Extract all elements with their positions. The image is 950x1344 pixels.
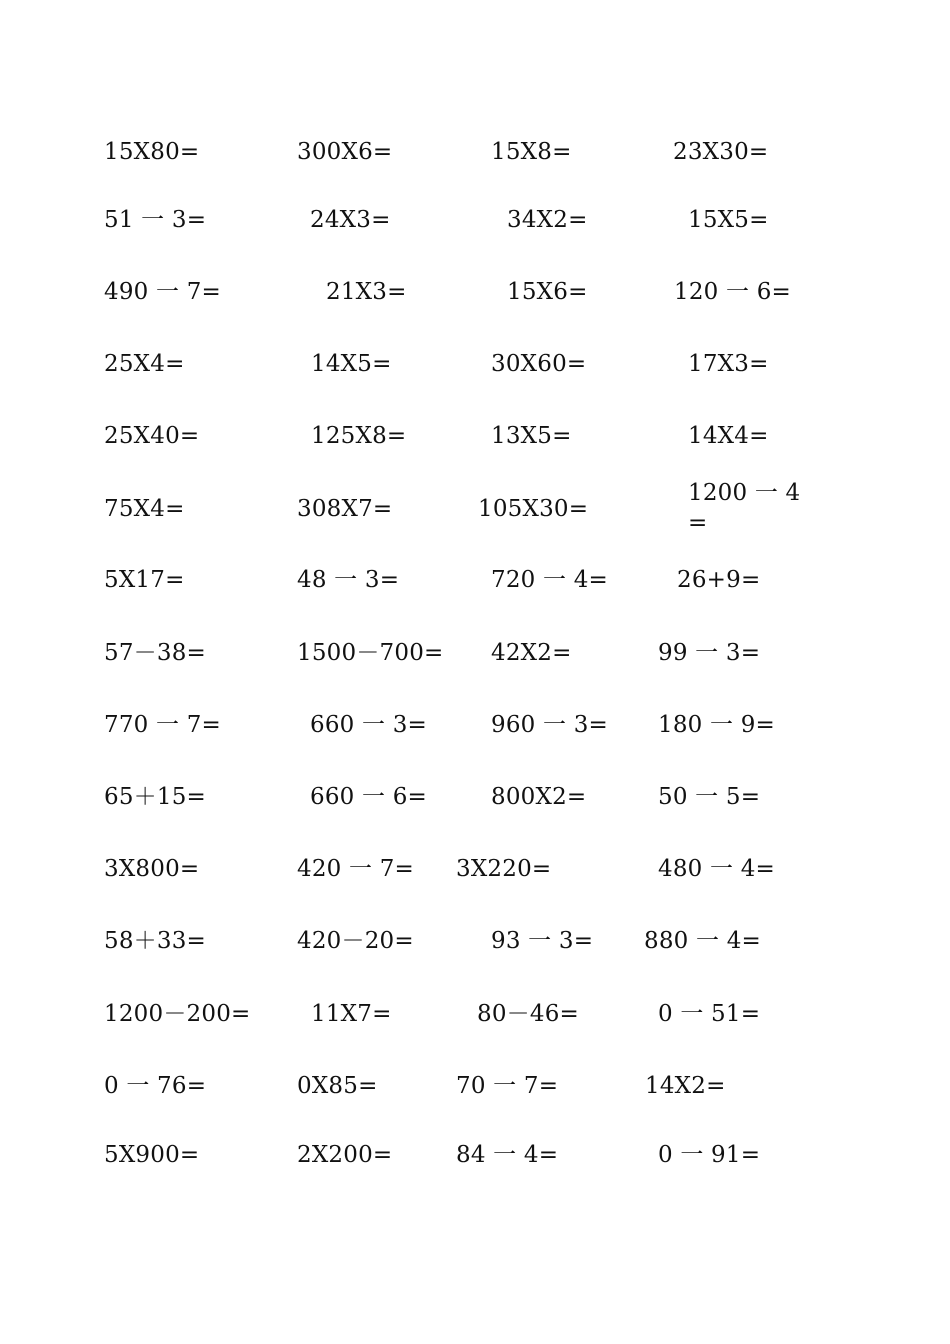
problem-r12-c2: 420－20= [297, 928, 414, 954]
problem-r4-c1: 25X4= [104, 351, 185, 377]
problem-r1-c1: 15X80= [104, 139, 200, 165]
problem-r3-c4: 120 一 6= [674, 279, 792, 305]
problem-r9-c3: 960 一 3= [491, 712, 609, 738]
problem-r15-c1: 5X900= [104, 1142, 200, 1168]
problem-r6-c4: 1200 一 4 = [688, 480, 801, 536]
problem-r6-c3: 105X30= [478, 496, 589, 522]
problem-r12-c3: 93 一 3= [491, 928, 594, 954]
problem-r14-c1: 0 一 76= [104, 1073, 207, 1099]
problem-r13-c3: 80－46= [477, 1001, 580, 1027]
problem-r10-c1: 65＋15= [104, 784, 207, 810]
problem-r6-c2: 308X7= [297, 496, 393, 522]
problem-r5-c2: 125X8= [311, 423, 407, 449]
problem-r10-c3: 800X2= [491, 784, 587, 810]
problem-r7-c2: 48 一 3= [297, 567, 400, 593]
problem-r11-c1: 3X800= [104, 856, 200, 882]
problem-r3-c2: 21X3= [326, 279, 407, 305]
problem-r6-c1: 75X4= [104, 496, 185, 522]
problem-r2-c1: 51 一 3= [104, 207, 207, 233]
problem-r1-c2: 300X6= [297, 139, 393, 165]
problem-r7-c4: 26+9= [677, 567, 761, 593]
problem-r8-c1: 57－38= [104, 640, 207, 666]
problem-r2-c4: 15X5= [688, 207, 769, 233]
problem-r11-c4: 480 一 4= [658, 856, 776, 882]
problem-r4-c2: 14X5= [311, 351, 392, 377]
problem-r9-c2: 660 一 3= [310, 712, 428, 738]
problem-r1-c3: 15X8= [491, 139, 572, 165]
problem-r14-c4: 14X2= [645, 1073, 726, 1099]
problem-r12-c1: 58＋33= [104, 928, 207, 954]
problem-r3-c1: 490 一 7= [104, 279, 222, 305]
problem-r4-c3: 30X60= [491, 351, 587, 377]
problem-r7-c1: 5X17= [104, 567, 185, 593]
problem-r2-c3: 34X2= [507, 207, 588, 233]
problem-r4-c4: 17X3= [688, 351, 769, 377]
problem-r8-c3: 42X2= [491, 640, 572, 666]
problem-r15-c3: 84 一 4= [456, 1142, 559, 1168]
problem-r5-c3: 13X5= [491, 423, 572, 449]
problem-r10-c4: 50 一 5= [658, 784, 761, 810]
problem-r1-c4: 23X30= [673, 139, 769, 165]
problem-r13-c2: 11X7= [311, 1001, 392, 1027]
problem-r11-c2: 420 一 7= [297, 856, 415, 882]
problem-r8-c4: 99 一 3= [658, 640, 761, 666]
problem-r9-c4: 180 一 9= [658, 712, 776, 738]
problem-r10-c2: 660 一 6= [310, 784, 428, 810]
problem-r15-c4: 0 一 91= [658, 1142, 761, 1168]
problem-r11-c3: 3X220= [456, 856, 552, 882]
problem-r7-c3: 720 一 4= [491, 567, 609, 593]
problem-r9-c1: 770 一 7= [104, 712, 222, 738]
problem-r5-c4: 14X4= [688, 423, 769, 449]
problem-r15-c2: 2X200= [297, 1142, 393, 1168]
problem-r13-c1: 1200－200= [104, 1001, 251, 1027]
problem-r8-c2: 1500－700= [297, 640, 444, 666]
problem-r5-c1: 25X40= [104, 423, 200, 449]
problem-r12-c4: 880 一 4= [644, 928, 762, 954]
problem-r13-c4: 0 一 51= [658, 1001, 761, 1027]
problem-r2-c2: 24X3= [310, 207, 391, 233]
problem-r14-c2: 0X85= [297, 1073, 378, 1099]
problem-r14-c3: 70 一 7= [456, 1073, 559, 1099]
problem-r3-c3: 15X6= [507, 279, 588, 305]
